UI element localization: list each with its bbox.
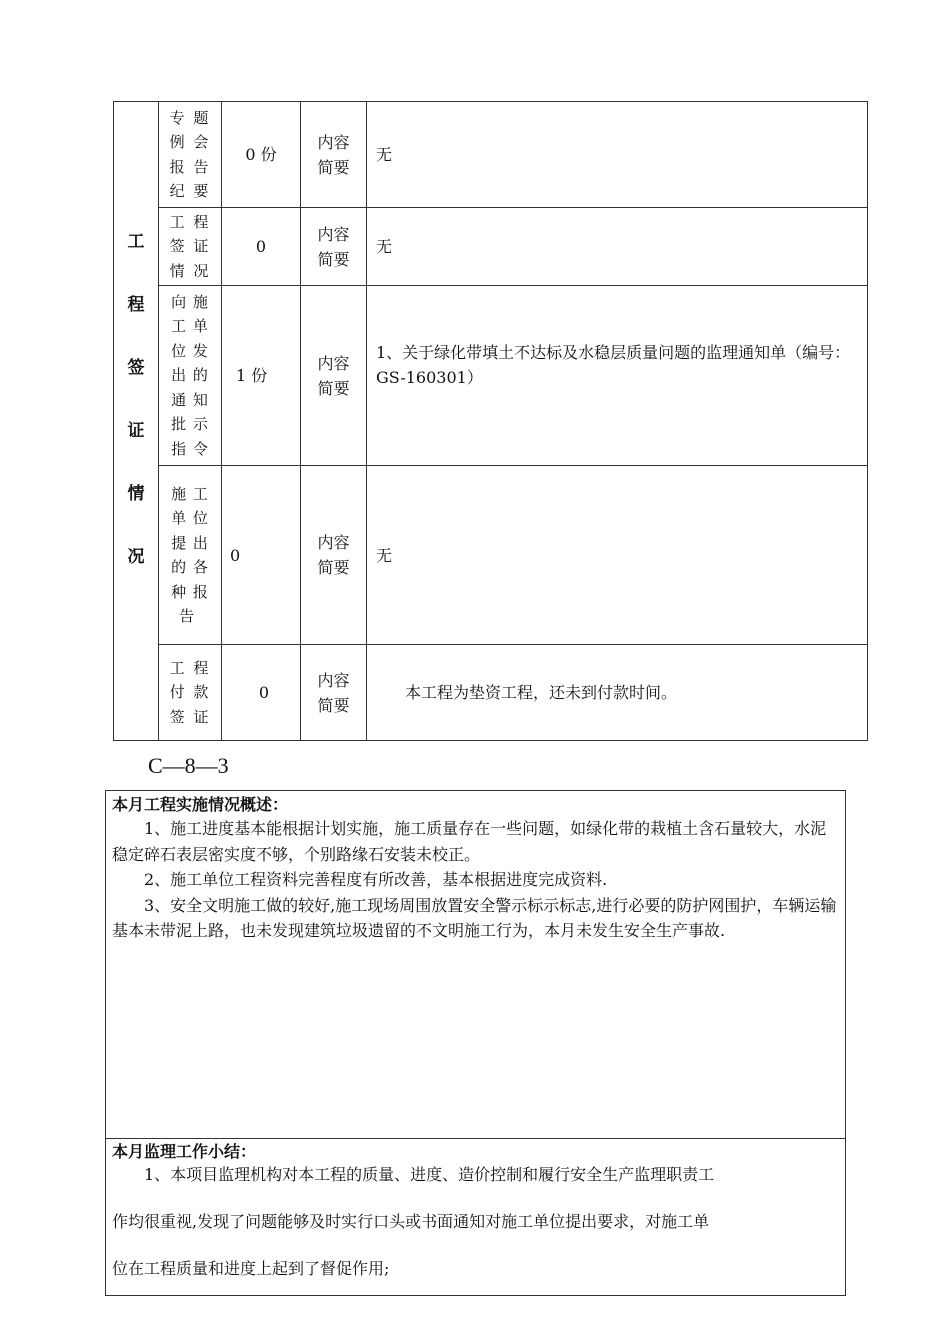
content-label xyxy=(301,645,366,740)
row-category xyxy=(159,466,221,644)
section-label-char: 签 xyxy=(127,358,145,378)
row-content xyxy=(376,466,860,644)
content-label-line: 内容 xyxy=(317,533,350,552)
category-line: 签 证 xyxy=(169,237,211,256)
row-content xyxy=(376,102,860,207)
category-line: 情 况 xyxy=(169,261,211,280)
summary-section xyxy=(112,1141,839,1281)
summary-heading: 本月监理工作小结： xyxy=(112,1142,257,1161)
overview-paragraph: 2、施工单位工程资料完善程度有所改善，基本根据进度完成资料. xyxy=(144,870,608,889)
category-line: 告 xyxy=(179,607,196,625)
row-content-text: 1、关于绿化带填土不达标及水稳层质量问题的监理通知单（编号：GS-160301） xyxy=(376,343,851,387)
content-label-line: 内容 xyxy=(317,670,350,690)
summary-line: 位在工程质量和进度上起到了督促作用; xyxy=(112,1259,390,1278)
overview-heading: 本月工程实施情况概述： xyxy=(112,795,289,814)
section-label-char: 工 xyxy=(127,232,145,252)
grid-line xyxy=(366,101,367,741)
row-count: 1 份 xyxy=(236,366,268,385)
content-label xyxy=(301,102,366,207)
summary-line: 1、本项目监理机构对本工程的质量、进度、造价控制和履行安全生产监理职责工 xyxy=(144,1165,715,1184)
category-line: 报 告 xyxy=(169,157,211,176)
row-content-text: 无 xyxy=(376,545,393,565)
category-line: 工 单 xyxy=(171,317,209,336)
row-content xyxy=(376,208,860,285)
category-line: 向 施 xyxy=(171,292,209,311)
row-count: 0 份 xyxy=(245,145,277,164)
category-line: 通 知 xyxy=(171,390,209,409)
row-category xyxy=(159,102,221,207)
category-line: 工 程 xyxy=(169,658,211,677)
row-content xyxy=(405,645,860,740)
category-line: 的 各 xyxy=(171,558,209,576)
row-count: 0 xyxy=(258,683,270,702)
category-line: 种 报 xyxy=(171,582,209,601)
category-line: 例 会 xyxy=(169,133,211,151)
category-line: 付 款 xyxy=(169,683,211,702)
category-line: 纪 要 xyxy=(169,182,211,200)
grid-line xyxy=(105,1138,846,1139)
overview-paragraph: 1、施工进度基本能根据计划实施，施工质量存在一些问题，如绿化带的栽植土含石量较大，水泥稳定碎石表层密实度不够，个别路缘石安装未校正。 xyxy=(112,819,827,864)
category-line: 位 发 xyxy=(171,341,209,360)
overview-paragraph: 3、安全文明施工做的较好,施工现场周围放置安全警示标示标志,进行必要的防护网围护，车辆运输基本未带泥上路，也未发现建筑垃圾遗留的不文明施工行为，本月未发生安全生产事故. xyxy=(112,895,837,940)
content-label xyxy=(301,208,366,285)
row-category xyxy=(159,208,221,285)
category-line: 签 证 xyxy=(169,707,211,726)
row-content-text: 本工程为垫资工程，还未到付款时间。 xyxy=(405,683,678,702)
row-category xyxy=(159,286,221,465)
section-label-char: 程 xyxy=(127,295,145,315)
content-label-line: 内容 xyxy=(317,224,350,244)
category-line: 出 的 xyxy=(171,366,209,385)
category-line: 施 工 xyxy=(171,484,209,503)
row-count: 0 xyxy=(230,545,241,565)
content-label xyxy=(301,466,366,644)
category-line: 提 出 xyxy=(171,533,209,552)
row-category xyxy=(159,645,221,740)
category-line: 专 题 xyxy=(169,108,211,127)
row-count: 0 xyxy=(255,237,267,256)
content-label-line: 内容 xyxy=(317,353,350,373)
content-label xyxy=(301,286,366,465)
row-content-text: 无 xyxy=(376,237,393,256)
overview-section xyxy=(112,793,839,944)
category-line: 指 令 xyxy=(171,439,209,458)
content-label-line: 简要 xyxy=(317,558,350,577)
category-line: 工 程 xyxy=(169,212,211,231)
form-code: C—8—3 xyxy=(148,753,229,778)
section-label-char: 证 xyxy=(127,421,145,441)
content-label-line: 简要 xyxy=(317,378,350,398)
category-line: 单 位 xyxy=(171,509,209,527)
content-label-line: 内容 xyxy=(317,132,350,152)
summary-line: 作均很重视,发现了问题能够及时实行口头或书面通知对施工单位提出要求，对施工单 xyxy=(112,1212,710,1231)
section-label-char: 况 xyxy=(127,547,145,567)
section-label xyxy=(114,232,158,612)
row-content-text: 无 xyxy=(376,145,393,164)
category-line: 批 示 xyxy=(171,415,209,434)
content-label-line: 简要 xyxy=(317,249,350,269)
content-label-line: 简要 xyxy=(317,695,350,715)
row-content xyxy=(376,340,860,400)
section-label-char: 情 xyxy=(127,484,145,504)
content-label-line: 简要 xyxy=(317,157,350,177)
